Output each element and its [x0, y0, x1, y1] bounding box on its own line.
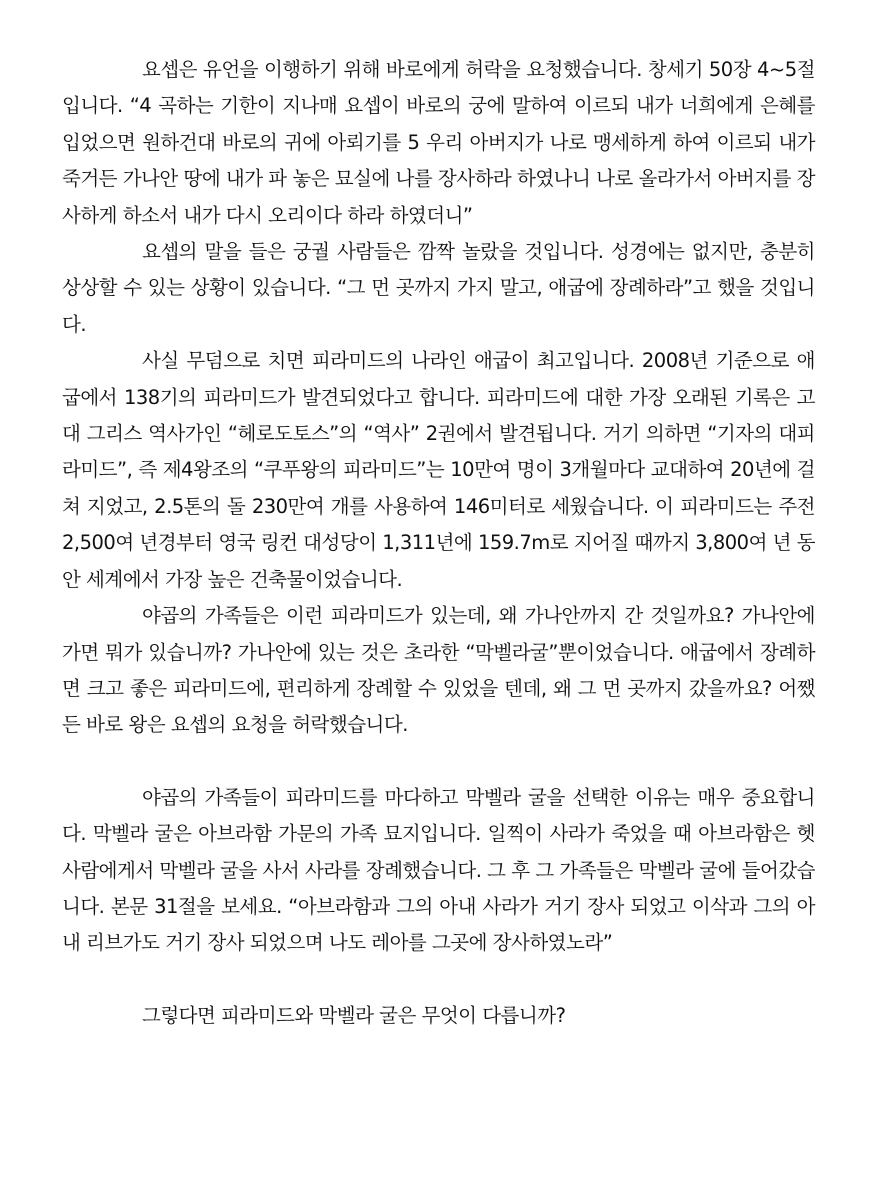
paragraph-spacer: [62, 962, 815, 998]
paragraph-spacer: [62, 744, 815, 780]
paragraph-5: 야곱의 가족들이 피라미드를 마다하고 막벨라 굴을 선택한 이유는 매우 중요합니다. 막벨라 굴은 아브라함 가문의 가족 묘지입니다. 일찍이 사라가 죽었을 때 아브라함은 헷 사람에게서 막벨라 굴을 사서 사라를 장례했습니다. 그 후 그 가족들은 막벨라 굴에 들어갔습니다. 본문 31절을 보세요. “아브라함과 그의 아내 사라가 거기 장사 되었고 이삭과 그의 아내 리브가도 거기 장사 되었으며 나도 레아를 그곳에 장사하였노라”: [62, 785, 815, 955]
paragraph-1: 요셉은 유언을 이행하기 위해 바로에게 허락을 요청했습니다. 창세기 50장 4~5절입니다. “4 곡하는 기한이 지나매 요셉이 바로의 궁에 말하여 이르되 내가 너희에게 은혜를 입었으면 원하건대 바로의 귀에 아뢰기를 5 우리 아버지가 나로 맹세하게 하여 이르되 내가 죽거든 가나안 땅에 내가 파 놓은 묘실에 나를 장사하라 하였나니 나로 올라가서 아버지를 장사하게 하소서 내가 다시 오리이다 하라 하였더니”: [62, 58, 815, 227]
paragraph-3: 사실 무덤으로 치면 피라미드의 나라인 애굽이 최고입니다. 2008년 기준으로 애굽에서 138기의 피라미드가 발견되었다고 합니다. 피라미드에 대한 가장 오래된 기록은 고대 그리스 역사가인 “헤로도토스”의 “역사” 2권에서 발견됩니다. 거기 의하면 “기자의 대피라미드”, 즉 제4왕조의 “쿠푸왕의 피라미드”는 10만여 명이 3개월마다 교대하여 20년에 걸쳐 지었고, 2.5톤의 돌 230만여 개를 사용하여 146미터로 세웠습니다. 이 피라미드는 주전 2,500여 년경부터 영국 링컨 대성당이 1,311년에 159.7m로 지어질 때까지 3,800여 년 동안 세계에서 가장 높은 건축물이었습니다.: [62, 349, 815, 591]
paragraph-2: 요셉의 말을 들은 궁궐 사람들은 깜짝 놀랐을 것입니다. 성경에는 없지만, 충분히 상상할 수 있는 상황이 있습니다. “그 먼 곳까지 가지 말고, 애굽에 장례하라”고 했을 것입니다.: [62, 240, 815, 336]
paragraph-4: 야곱의 가족들은 이런 피라미드가 있는데, 왜 가나안까지 간 것일까요? 가나안에 가면 뭐가 있습니까? 가나안에 있는 것은 초라한 “막벨라굴”뿐이었습니다. 애굽에서 장례하면 크고 좋은 피라미드에, 편리하게 장례할 수 있었을 텐데, 왜 그 먼 곳까지 갔을까요? 어쨌든 바로 왕은 요셉의 요청을 허락했습니다.: [62, 604, 815, 737]
paragraph-6: 그렇다면 피라미드와 막벨라 굴은 무엇이 다릅니까?: [142, 1003, 566, 1027]
